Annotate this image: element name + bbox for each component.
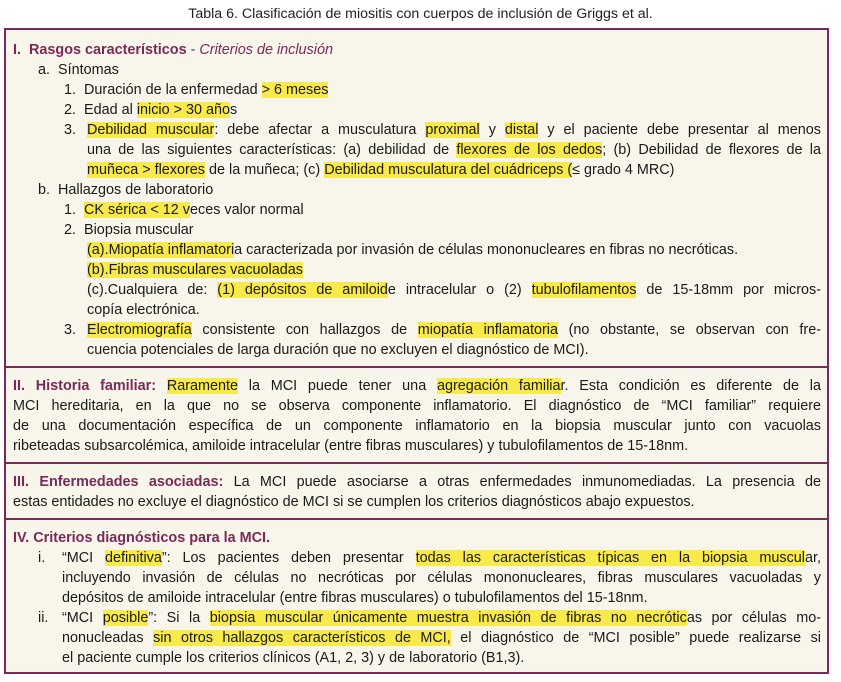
highlight: distal [504,122,539,138]
list-marker: i. [38,550,46,566]
lab-findings-title: Hallazgos de laboratorio [58,182,214,198]
symptoms-title: Síntomas [58,62,119,78]
text: consistente con hallazgos de [191,322,418,338]
highlight: CK sérica < 12 v [84,202,190,218]
highlight: definitiva [105,550,162,566]
text: “MCI [62,610,103,626]
section-4-number: IV. [13,530,30,546]
text: la MCI puede tener una [238,378,437,394]
highlight: tubulofilamentos [531,282,637,298]
text: una de las siguientes características: (a) debilidad de [87,142,457,158]
biopsy-a [87,240,738,260]
highlight: miopatía inflamatoria [417,322,558,338]
text: nonucleadas [62,630,154,646]
text: ≤ grado 4 MRC) [572,162,675,178]
symptom-1 [64,80,328,100]
highlight: (1) depósitos de amiloid [217,282,388,298]
text: (c).Cualquiera de: [87,282,218,298]
text: ; (b) Debilidad de flexores de la [602,142,821,158]
biopsy-b [87,260,303,280]
symptoms-label [38,60,119,80]
highlight: inicio > 30 año [136,102,231,118]
highlight: Raramente [166,378,239,394]
section-1-heading: Rasgos característicos [29,42,187,58]
section-divider [6,462,827,464]
possible-line-3: el paciente cumple los criterios clínicos (A1, 2, 3) y de laboratorio (B1,3). [62,650,525,666]
symptom-2 [64,100,237,120]
text: a caracterizada por invasión de células mononucleares en fibras no necróticas. [234,242,739,258]
text: de 15-18mm por micros- [636,282,821,298]
text: ”: Los pacientes deben presentar [161,550,416,566]
highlight: Debilidad musculatura del cuádriceps ( [324,162,573,178]
highlight: agregación familia [436,378,561,394]
list-marker: 3. [64,322,77,338]
associated-line-1 [13,472,821,492]
biopsy-title: Biopsia muscular [84,222,194,238]
text: : debe afectar a musculatura [214,122,426,138]
family-line-4: ribeteadas subsarcolémica, amiloide intracelular (entre fibras musculares) y tubulofilamentos de 15-18nm. [13,438,689,454]
section-2-heading: Historia familiar: [35,378,157,394]
family-line-1 [13,376,821,396]
highlight: proximal [425,122,480,138]
list-marker: b. [38,182,51,198]
family-line-2: MCI hereditaria, en la que no se observa componente inflamatorio. El diagnóstico de “MCI familiar” requiere [13,398,821,414]
text: y [479,122,505,138]
biopsy-c-line-2: copía electrónica. [87,302,200,318]
associated-line-2: estas entidades no excluye el diagnóstico de MCI si se cumplen los criterios diagnósticos abajo expuestos. [13,494,695,510]
emg-line-1 [87,320,821,340]
text: el diagnóstico de “MCI posible” puede realizarse si [450,630,821,646]
definite-line-1 [62,548,821,568]
text: y el paciente debe presentar al menos [538,122,821,138]
family-line-3: de una documentación específica de un componente inflamatorio en la biopsia muscular junto con vacuolas [13,418,821,434]
list-marker: a. [38,62,51,78]
highlight: (a).Miopatía inflamatori [87,242,235,258]
lab-1 [64,200,304,220]
highlight: > 6 meses [261,82,329,98]
list-marker: 1. [64,82,77,98]
lab-2 [64,220,194,240]
highlight: Electromiografía [87,322,192,338]
symptom-3-line-1 [87,120,821,140]
list-marker: ii. [38,610,49,626]
section-1-subheading: Criterios de inclusión [199,42,333,58]
symptom-3-line-3 [87,160,674,180]
text: ar, [805,550,821,566]
section-4-heading: Criterios diagnósticos para la MCI. [33,530,270,546]
highlight: biopsia muscular únicamente muestra invasión de fibras no necrótic [209,610,687,626]
highlight: flexores de los dedos [456,142,603,158]
section-divider [6,518,827,520]
text: (no obstante, se observan con fre- [557,322,821,338]
list-marker: 2. [64,102,77,118]
highlight: Debilidad muscular [87,122,215,138]
section-2-number: II. [13,378,25,394]
heading-dash: - [186,42,200,58]
text: ”: Si la [148,610,210,626]
symptom-3-line-2 [87,140,821,160]
highlight: todas las características típicas en la biopsia muscul [415,550,806,566]
text: Edad al [84,102,137,118]
text: e intracelular o (2) [387,282,532,298]
definite-line-2: incluyendo invasión de células no necróticas por células mononucleares, fibras musculares vacuoladas y [62,570,821,586]
highlight: muñeca > flexores [87,162,205,178]
section-3-heading: Enfermedades asociadas: [39,474,224,490]
text: “MCI [62,550,106,566]
text: r. Esta condición es diferente de la [560,378,821,394]
section-4-heading-line [13,528,270,548]
table-caption: Tabla 6. Clasificación de miositis con cuerpos de inclusión de Griggs et al. [188,6,653,22]
text: La MCI puede asociarse a otras enfermedades inmunomediadas. La presencia de [223,474,821,490]
text: as por células mo- [686,610,821,626]
text: de la muñeca; (c) [205,162,325,178]
list-marker: 3. [64,122,77,138]
text: Duración de la enfermedad [84,82,262,98]
highlight: (b).Fibras musculares vacuoladas [87,262,303,278]
section-1-number: I. [13,42,21,58]
lab-findings-label [38,180,213,200]
text: s [230,102,238,118]
criteria-table [4,28,829,674]
possible-line-1 [62,608,821,628]
highlight: posible [102,610,149,626]
definite-line-3: depósitos de amiloide intracelular (entre fibras musculares) o tubulofilamentos del 15-18nm. [62,590,648,606]
text: eces valor normal [190,202,304,218]
section-3-number: III. [13,474,29,490]
emg-line-2: cuencia potenciales de larga duración que no excluyen el diagnóstico de MCI). [87,342,589,358]
biopsy-c-line-1 [87,280,821,300]
section-divider [6,366,827,368]
highlight: sin otros hallazgos característicos de MCI, [153,630,451,646]
possible-line-2 [62,628,821,648]
list-marker: 2. [64,222,77,238]
list-marker: 1. [64,202,77,218]
section-1-heading-line [13,40,333,60]
